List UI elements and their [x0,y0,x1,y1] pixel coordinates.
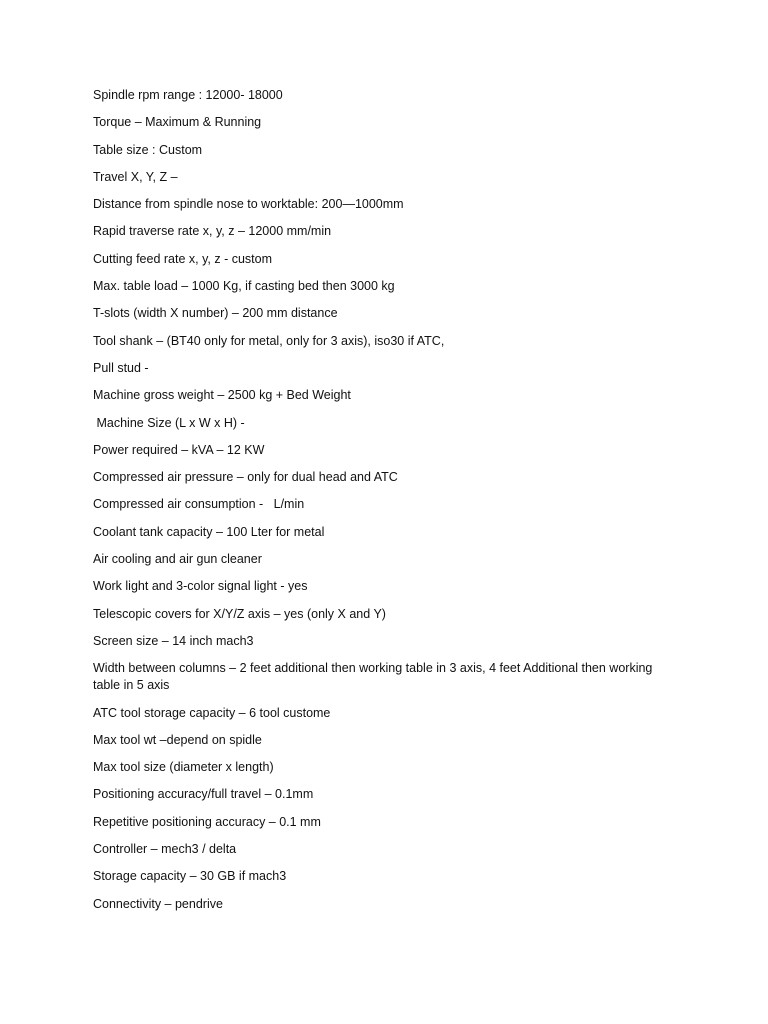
spec-line: Coolant tank capacity – 100 Lter for metal [93,524,325,539]
spec-line: Spindle rpm range : 12000- 18000 [93,88,283,102]
spec-line: Positioning accuracy/full travel – 0.1mm [93,787,314,802]
spec-line: Air cooling and air gun cleaner [93,552,262,567]
spec-line: Max tool size (diameter x length) [93,760,274,775]
spec-line: Repetitive positioning accuracy – 0.1 mm [93,814,321,829]
spec-line: Machine gross weight – 2500 kg + Bed Weight [93,388,351,403]
spec-line: Controller – mech3 / delta [93,842,237,857]
spec-line: Max. table load – 1000 Kg, if casting bed then 3000 kg [93,279,395,294]
spec-list [93,87,653,923]
spec-line: T-slots (width X number) – 200 mm distance [93,306,338,321]
spec-line: Screen size – 14 inch mach3 [93,633,254,648]
spec-line: Work light and 3-color signal light - yes [93,579,308,594]
spec-line: Torque – Maximum & Running [93,115,262,130]
spec-line: Tool shank – (BT40 only for metal, only for 3 axis), iso30 if ATC, [93,333,445,348]
spec-line: Storage capacity – 30 GB if mach3 [93,869,287,884]
spec-line: ATC tool storage capacity – 6 tool custome [93,705,331,720]
spec-line: Distance from spindle nose to worktable: 200—1000mm [93,197,404,212]
spec-line: Width between columns – 2 feet additional then working table in 3 axis, 4 feet Additional then working table in 5 axis [93,661,653,693]
spec-line: Max tool wt –depend on spidle [93,732,262,747]
spec-line: Compressed air consumption - L/min [93,497,305,512]
spec-line: Telescopic covers for X/Y/Z axis – yes (only X and Y) [93,606,386,621]
spec-line: Connectivity – pendrive [93,896,223,911]
spec-line: Pull stud - [93,360,149,375]
spec-line: Rapid traverse rate x, y, z – 12000 mm/min [93,224,332,239]
spec-line: Table size : Custom [93,142,203,157]
spec-line: Power required – kVA – 12 KW [93,442,265,457]
spec-line: Machine Size (L x W x H) - [93,415,245,430]
spec-line: Compressed air pressure – only for dual head and ATC [93,470,398,485]
spec-line: Travel X, Y, Z – [93,169,178,184]
spec-line: Cutting feed rate x, y, z - custom [93,251,273,266]
